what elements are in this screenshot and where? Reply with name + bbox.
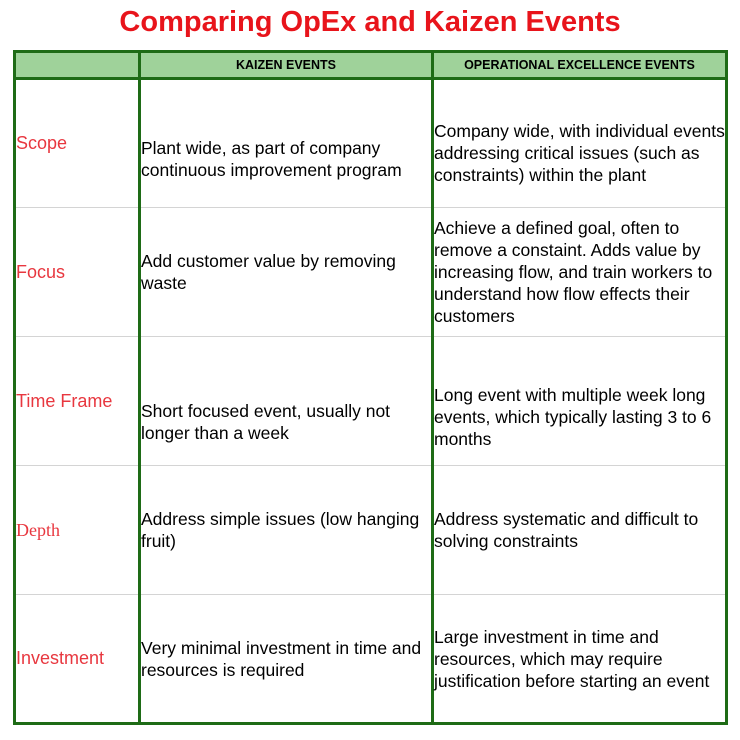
comparison-table: [13, 50, 728, 725]
kaizen-cell-investment: Very minimal investment in time and resources is required: [140, 595, 433, 724]
table-row-investment: [15, 595, 727, 724]
opex-cell-focus: Achieve a defined goal, often to remove a constaint. Adds value by increasing flow, and train workers to understand how flow effects their customers: [433, 208, 727, 337]
page-title: Comparing OpEx and Kaizen Events: [119, 6, 621, 38]
table-row-scope: [15, 79, 727, 208]
table-row-time-frame: [15, 337, 727, 466]
kaizen-cell-scope: Plant wide, as part of company continuous improvement program: [140, 79, 433, 208]
opex-cell-depth: Address systematic and difficult to solving constraints: [433, 466, 727, 595]
kaizen-cell-focus: Add customer value by removing waste: [140, 208, 433, 337]
row-label-depth: Depth: [15, 466, 140, 595]
row-label-investment: Investment: [15, 595, 140, 724]
row-label-focus: Focus: [15, 208, 140, 337]
opex-cell-scope: Company wide, with individual events addressing critical issues (such as constraints) within the plant: [433, 79, 727, 208]
table-row-depth: [15, 466, 727, 595]
header-opex-events: OPERATIONAL EXCELLENCE EVENTS: [433, 52, 727, 79]
row-label-time-frame: Time Frame: [15, 337, 140, 466]
kaizen-cell-depth: Address simple issues (low hanging fruit): [140, 466, 433, 595]
table-header-row: [15, 52, 727, 79]
header-empty-cell: [15, 52, 140, 79]
header-kaizen-events: KAIZEN EVENTS: [140, 52, 433, 79]
kaizen-cell-time-frame: Short focused event, usually not longer than a week: [140, 337, 433, 466]
table-row-focus: [15, 208, 727, 337]
row-label-scope: Scope: [15, 79, 140, 208]
opex-cell-time-frame: Long event with multiple week long events, which typically lasting 3 to 6 months: [433, 337, 727, 466]
opex-cell-investment: Large investment in time and resources, which may require justification before starting an event: [433, 595, 727, 724]
